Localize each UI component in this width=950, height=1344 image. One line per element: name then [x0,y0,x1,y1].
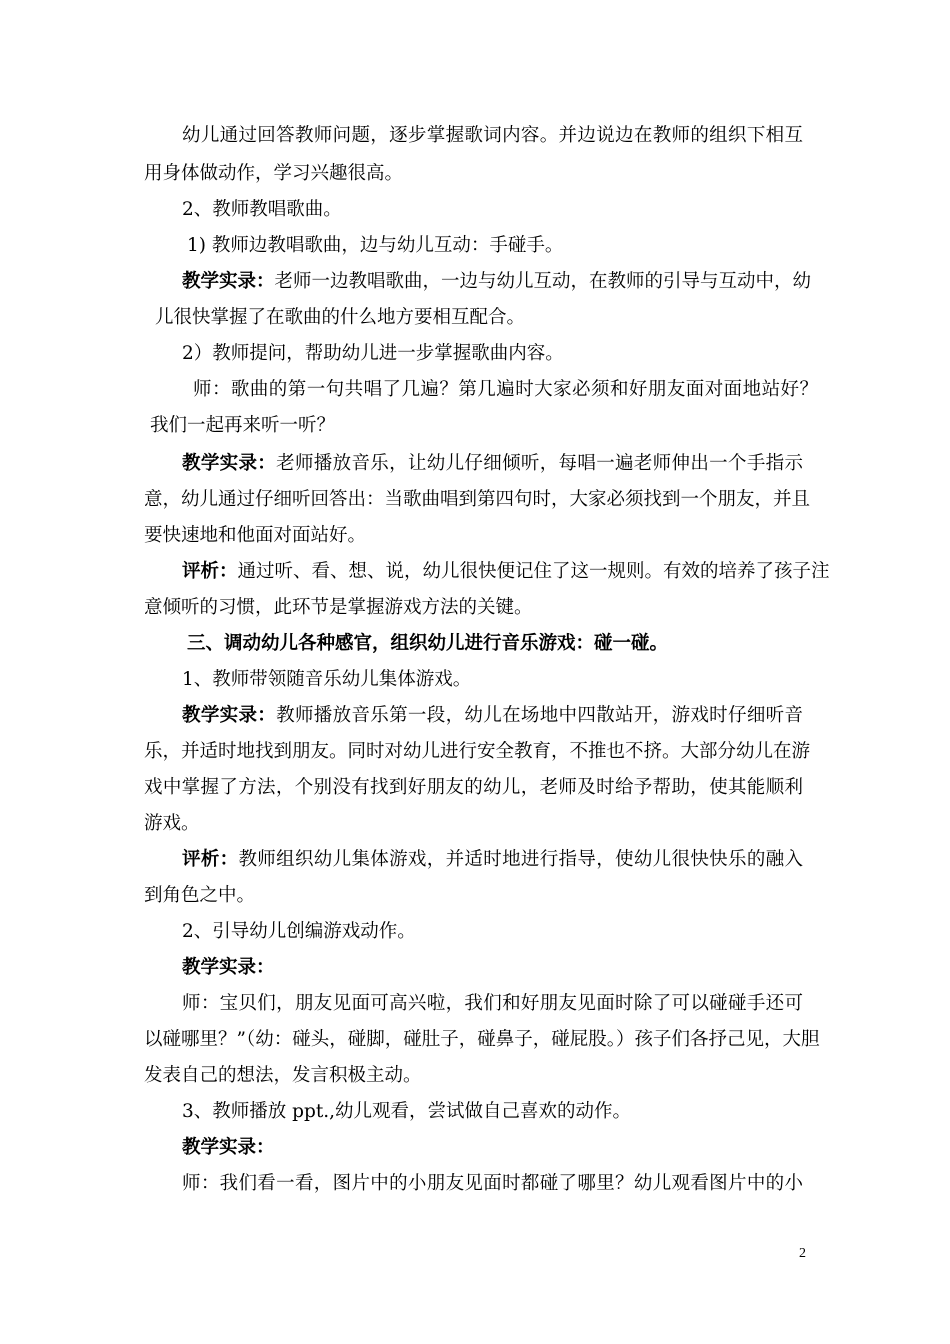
text-line: 发表自己的想法，发言积极主动。 [144,1065,422,1086]
text-line: 我们一起再来听一听？ [150,415,336,436]
record-label: 教学实录： [182,453,277,474]
text-line: 以碰哪里？”（幼：碰头，碰脚，碰肚子，碰鼻子，碰屁股。）孩子们各抒己见，大胆 [144,1029,820,1050]
record-label: 教学实录： [182,957,275,978]
record-text: 教师播放音乐第一段，幼儿在场地中四散站开，游戏时仔细听音 [276,705,803,726]
record-label: 教学实录： [182,271,275,292]
text-line [182,452,803,476]
text-line: 意，幼儿通过仔细听回答出：当歌曲唱到第四句时，大家必须找到一个朋友，并且 [144,489,811,510]
analysis-label: 评析： [182,849,239,870]
text-line [182,270,812,294]
text-line: 1) 教师边教唱歌曲，边与幼儿互动：手碰手。 [187,235,564,256]
text-line: 2、引导幼儿创编游戏动作。 [182,921,416,942]
text-line: 戏中掌握了方法，个别没有找到好朋友的幼儿，老师及时给予帮助，使其能顺利 [144,777,803,798]
text-line [182,848,803,872]
text-line: 要快速地和他面对面站好。 [144,525,367,546]
section-heading-text: 三、调动幼儿各种感官，组织幼儿进行音乐游戏：碰一碰。 [187,633,669,654]
text-line: 用身体做动作，学习兴趣很高。 [144,163,404,184]
analysis-text: 教师组织幼儿集体游戏，并适时地进行指导，使幼儿很快快乐的融入 [238,849,803,870]
record-text: 老师播放音乐，让幼儿仔细倾听，每唱一遍老师伸出一个手指示 [276,453,803,474]
text-line: 2、教师教唱歌曲。 [182,199,342,220]
text-line: 幼儿通过回答教师问题，逐步掌握歌词内容。并边说边在教师的组织下相互 [182,125,803,146]
text-line: 意倾听的习惯，此环节是掌握游戏方法的关键。 [144,597,533,618]
text-line: 1、教师带领随音乐幼儿集体游戏。 [182,669,472,690]
text-line: 师：歌曲的第一句共唱了几遍？第几遍时大家必须和好朋友面对面地站好？ [193,379,818,400]
text-line: 乐，并适时地找到朋友。同时对幼儿进行安全教育，不推也不挤。大部分幼儿在游 [144,741,811,762]
record-label: 教学实录： [182,705,277,726]
record-text: 老师一边教唱歌曲，一边与幼儿互动，在教师的引导与互动中，幼 [274,271,812,292]
text-line: 游戏。 [144,813,200,834]
analysis-text: 通过听、看、想、说，幼儿很快便记住了这一规则。有效的培养了孩子注 [237,561,830,582]
text-line: 2）教师提问，帮助幼儿进一步掌握歌曲内容。 [182,343,564,364]
page-number: 2 [799,1246,806,1261]
section-heading [187,632,668,656]
text-line: 师：宝贝们，朋友见面可高兴啦，我们和好朋友见面时除了可以碰碰手还可 [182,993,803,1014]
analysis-label: 评析： [182,561,238,582]
text-line: 师：我们看一看，图片中的小朋友见面时都碰了哪里？幼儿观看图片中的小 [182,1173,803,1194]
text-line [182,704,803,728]
text-line [182,560,830,584]
text-line [182,1136,275,1160]
text-line [182,956,275,980]
text-line: 3、教师播放 ppt.,幼儿观看，尝试做自己喜欢的动作。 [182,1101,632,1122]
record-label: 教学实录： [182,1137,275,1158]
text-line: 儿很快掌握了在歌曲的什么地方要相互配合。 [155,307,526,328]
text-line: 到角色之中。 [144,885,256,906]
